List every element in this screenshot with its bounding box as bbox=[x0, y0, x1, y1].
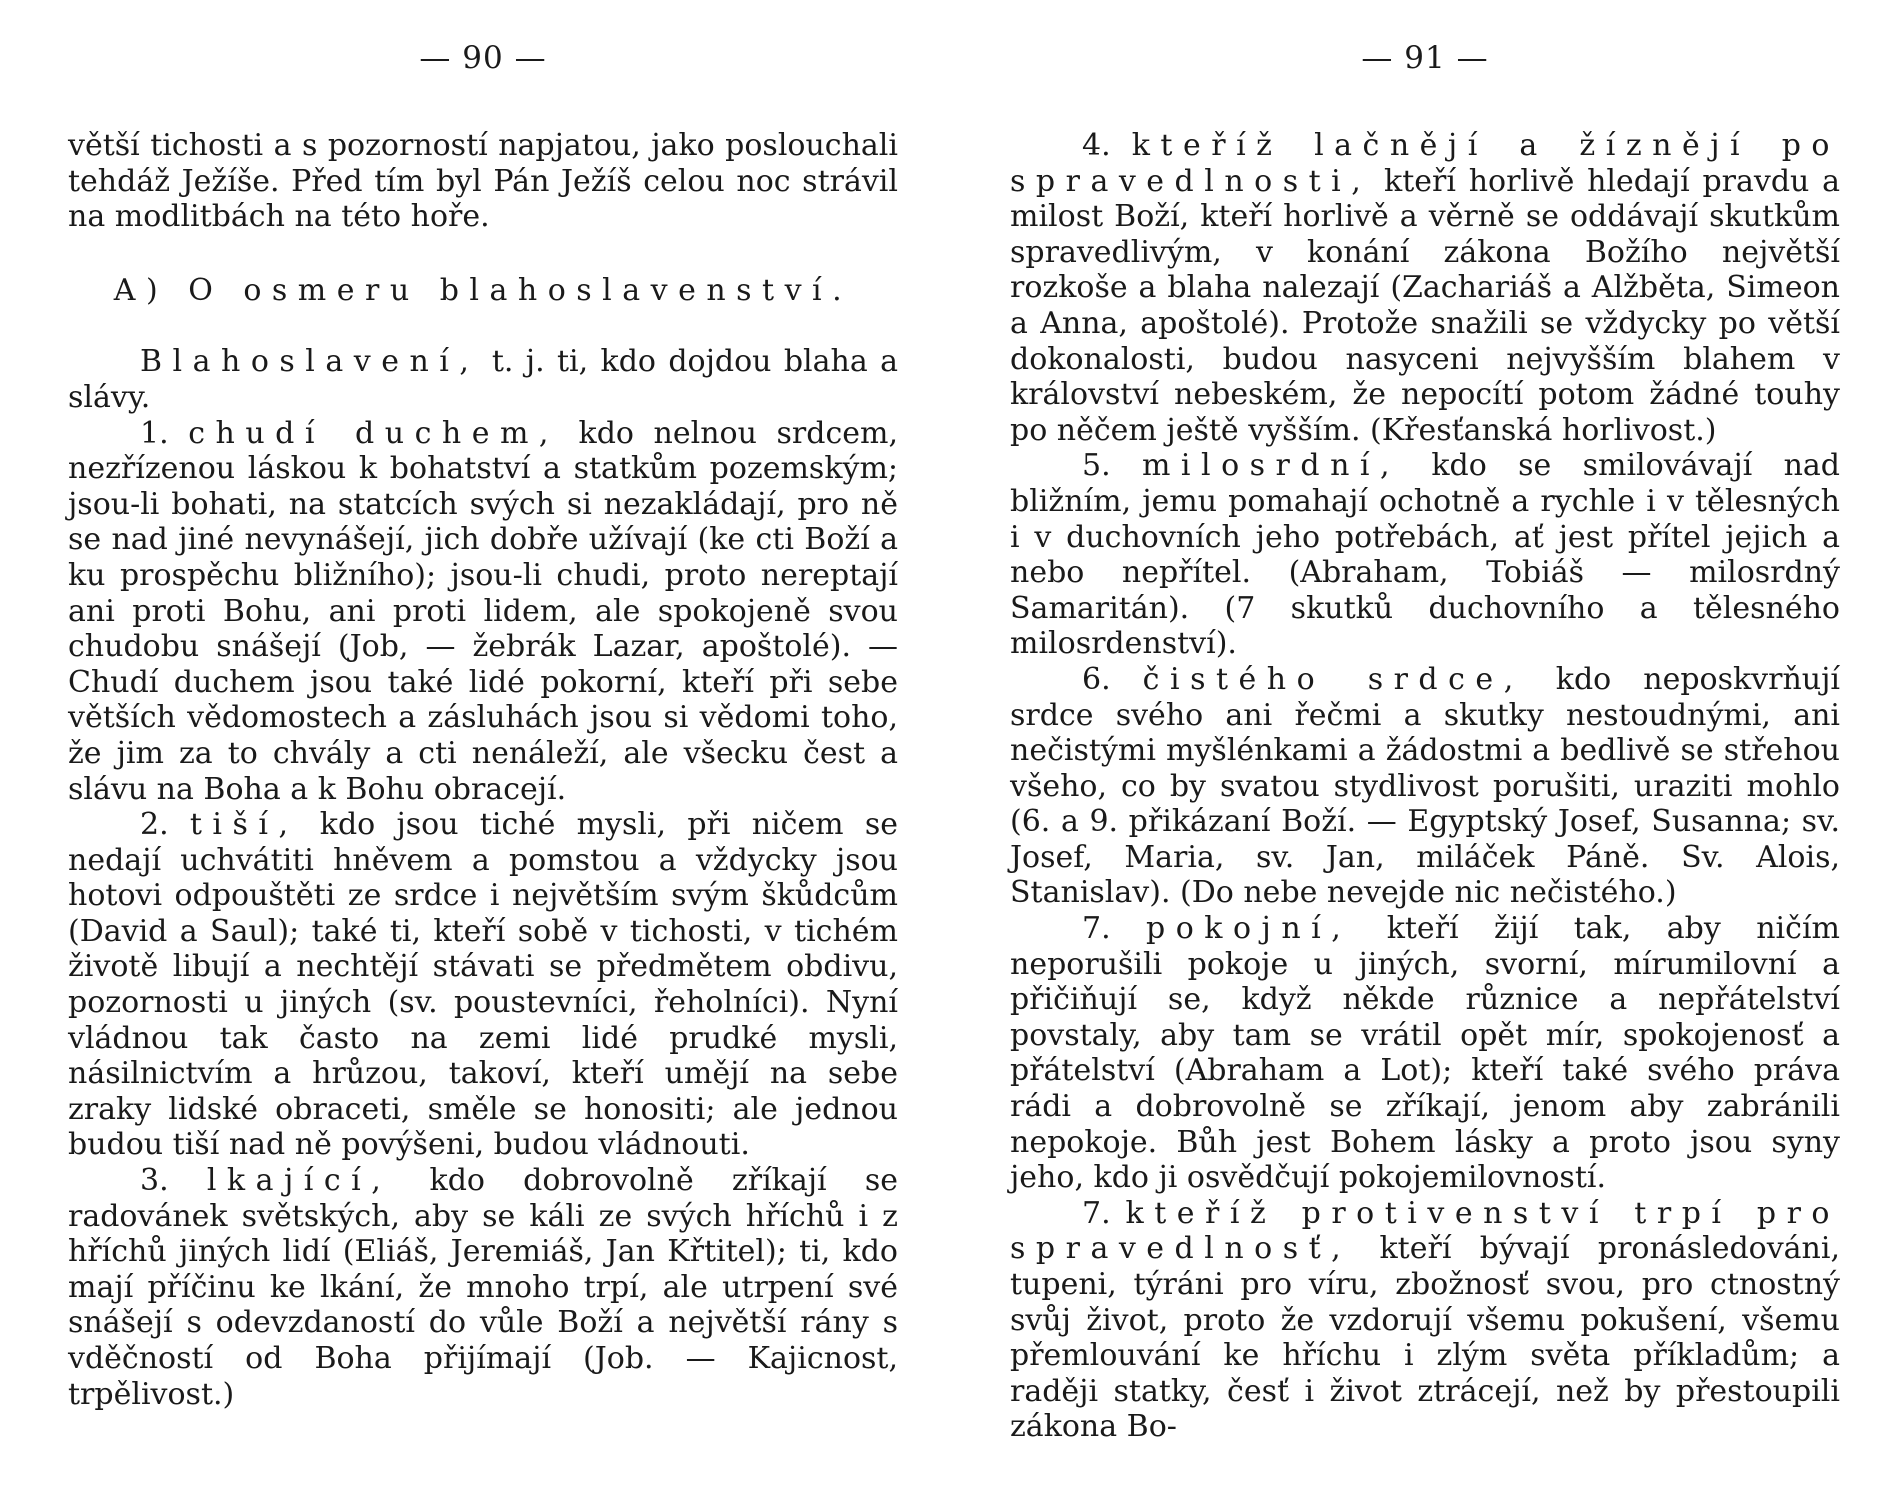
item-number: 1. bbox=[140, 415, 169, 451]
item-number: 2. bbox=[140, 807, 169, 843]
paragraph-text: kdo se smilovávají nad bližním, jemu pomahají ochotně a rychle i v tělesných i v duchovních jeho potřebách, ať jest přítel jejich a nebo nepřítel. (Abraham, Tobiáš — milosrdný Samaritán). (7 skutků duchovního a tělesného milosrdenství). bbox=[1010, 448, 1840, 662]
intro-paragraph bbox=[68, 344, 898, 415]
paragraph-text: kdo jsou tiché mysli, při ničem se nedají uchvátiti hněvem a pomstou a vždycky jsou hotovi odpouštěti ze srdce i největším svým škůdcům (David a Saul); také ti, kteří sobě v tichosti, v tichém životě libují a nechtějí stávati se předmětem obdivu, pozornosti u jiných (sv. poustevníci, řeholníci). Nyní vládnou tak často na zemi lidé prudké mysli, násilnictvím a hrůzou, takoví, kteří umějí na sebe zraky lidské obraceti, směle se honositi; ale jednou budou tiší nad ně povýšeni, budou vládnouti. bbox=[68, 807, 898, 1163]
paragraph: větší tichosti a s pozorností napjatou, jako poslouchali tehdáž Ježíše. Před tím byl Pán Ježíš celou noc strávil na modlitbách na této hoře. bbox=[68, 128, 898, 235]
beatitude-2 bbox=[68, 807, 898, 1163]
beatitude-5 bbox=[1010, 448, 1840, 662]
page-number: — 91 — bbox=[1361, 40, 1489, 76]
beatitude-6 bbox=[1010, 662, 1840, 911]
paragraph-text: t. j. ti, kdo dojdou blaha a slávy. bbox=[68, 344, 898, 415]
item-number: 5. bbox=[1082, 448, 1111, 484]
left-page bbox=[68, 0, 898, 1500]
item-number: 7. bbox=[1082, 911, 1111, 947]
page-number: — 90 — bbox=[419, 40, 547, 76]
right-page bbox=[1010, 0, 1840, 1500]
paragraph-text: kteří horlivě hledají pravdu a milost Boží, kteří horlivě a věrně se oddávají skutkům spravedlivým, v konání zákona Božího největší rozkoše a blaha nalezají (Zachariáš a Alžběta, Simeon a Anna, apoštolé). Protože snažili se vždycky po větší dokonalosti, budou nasyceni nejvyšším blahem v království nebeském, že nepocítí potom žádné touhy po něčem ještě vyšším. (Křesťanská horlivost.) bbox=[1010, 163, 1840, 448]
paragraph-text: kdo nelnou srdcem, nezřízenou láskou k bohatství a statkům pozemským; jsou-li bohati, na statcích svých si nezakládají, pro ně se nad jiné nevynášejí, jich dobře užívají (ke cti Boží a ku prospěchu bližního); jsou-li chudi, proto nereptají ani proti Bohu, ani proti lidem, ale spokojeně svou chudobu snášejí (Job, — žebrák Lazar, apoštolé). — Chudí duchem jsou také lidé pokorní, kteří při sebe větších vědomostech a zásluhách jsou si vědomi toho, že jim za to chvály a cti nenáleží, ale všecku čest a slávu na Boha a k Bohu obracejí. bbox=[68, 415, 898, 807]
section-heading-text: A) O osmeru blahoslavenství. bbox=[113, 272, 853, 308]
spaced-term: tiší, bbox=[189, 807, 299, 843]
paragraph-text: kteří bývají pronásledováni, tupeni, týráni pro víru, zbožnosť svou, pro ctnostný svůj život, proto že vzdorují všemu pokušení, všemu přemlouvání ke hříchu i zlým světa příkladům; a raději statky, česť i život ztrácejí, než by přestoupili zákona Bo- bbox=[1010, 1231, 1840, 1445]
spaced-term: milosrdní, bbox=[1141, 448, 1401, 484]
spaced-term: kteříž lačnějí a žíznějí po spravedlnosti, bbox=[1010, 128, 1840, 199]
paragraph-text: kdo dobrovolně zříkají se radovánek světských, aby se káli ze svých hříchů i z hříchů jiných lidí (Eliáš, Jeremiáš, Jan Křtitel); ti, kdo mají příčinu ke lkání, že mnoho trpí, ale utrpení své snášejí s odevzdaností do vůle Boží a největší rány s vděčností od Boha přijímají (Job. — Kajicnost, trpělivost.) bbox=[68, 1163, 898, 1412]
spaced-term: Blahoslavení, bbox=[140, 344, 480, 380]
spaced-term: lkající, bbox=[206, 1163, 392, 1199]
spaced-term: čistého srdce, bbox=[1142, 661, 1524, 697]
paragraph-text: kdo neposkvrňují srdce svého ani řečmi a skutky nestoudnými, ani nečistými myšlénkami a žádostmi a bedlivě se střehou všeho, co by svatou stydlivost porušiti, uraziti mohlo (6. a 9. přikázaní Boží. — Egyptský Josef, Susanna; sv. Josef, Maria, sv. Jan, miláček Páně. Sv. Alois, Stanislav). (Do nebe nevejde nic nečistého.) bbox=[1010, 661, 1840, 911]
beatitude-7 bbox=[1010, 911, 1840, 1196]
beatitude-8 bbox=[1010, 1196, 1840, 1445]
paragraph-text: kteří žijí tak, aby ničím neporušili pokoje u jiných, svorní, mírumilovní a přičiňují se, když někde různice a nepřátelství povstaly, aby tam se vrátil opět mír, spokojenosť a přátelství (Abraham a Lot); kteří také svého práva rádi a dobrovolně se zříkají, jenom aby zabránili nepokoje. Bůh jest Bohem lásky a proto jsou syny jeho, kdo ji osvědčují pokojemilovností. bbox=[1010, 911, 1840, 1196]
spaced-term: kteříž protivenství trpí pro spravedlnosť, bbox=[1010, 1195, 1840, 1267]
item-number: 7. bbox=[1082, 1195, 1111, 1231]
page-text bbox=[68, 128, 898, 1412]
item-number: 3. bbox=[140, 1163, 169, 1199]
section-heading bbox=[68, 273, 898, 309]
item-number: 4. bbox=[1082, 128, 1111, 163]
spaced-term: chudí duchem, bbox=[188, 415, 559, 451]
page-text bbox=[1010, 128, 1840, 1445]
beatitude-3 bbox=[68, 1163, 898, 1412]
spaced-term: pokojní, bbox=[1146, 911, 1352, 947]
item-number: 6. bbox=[1082, 661, 1111, 697]
beatitude-1 bbox=[68, 416, 898, 808]
beatitude-4 bbox=[1010, 128, 1840, 448]
